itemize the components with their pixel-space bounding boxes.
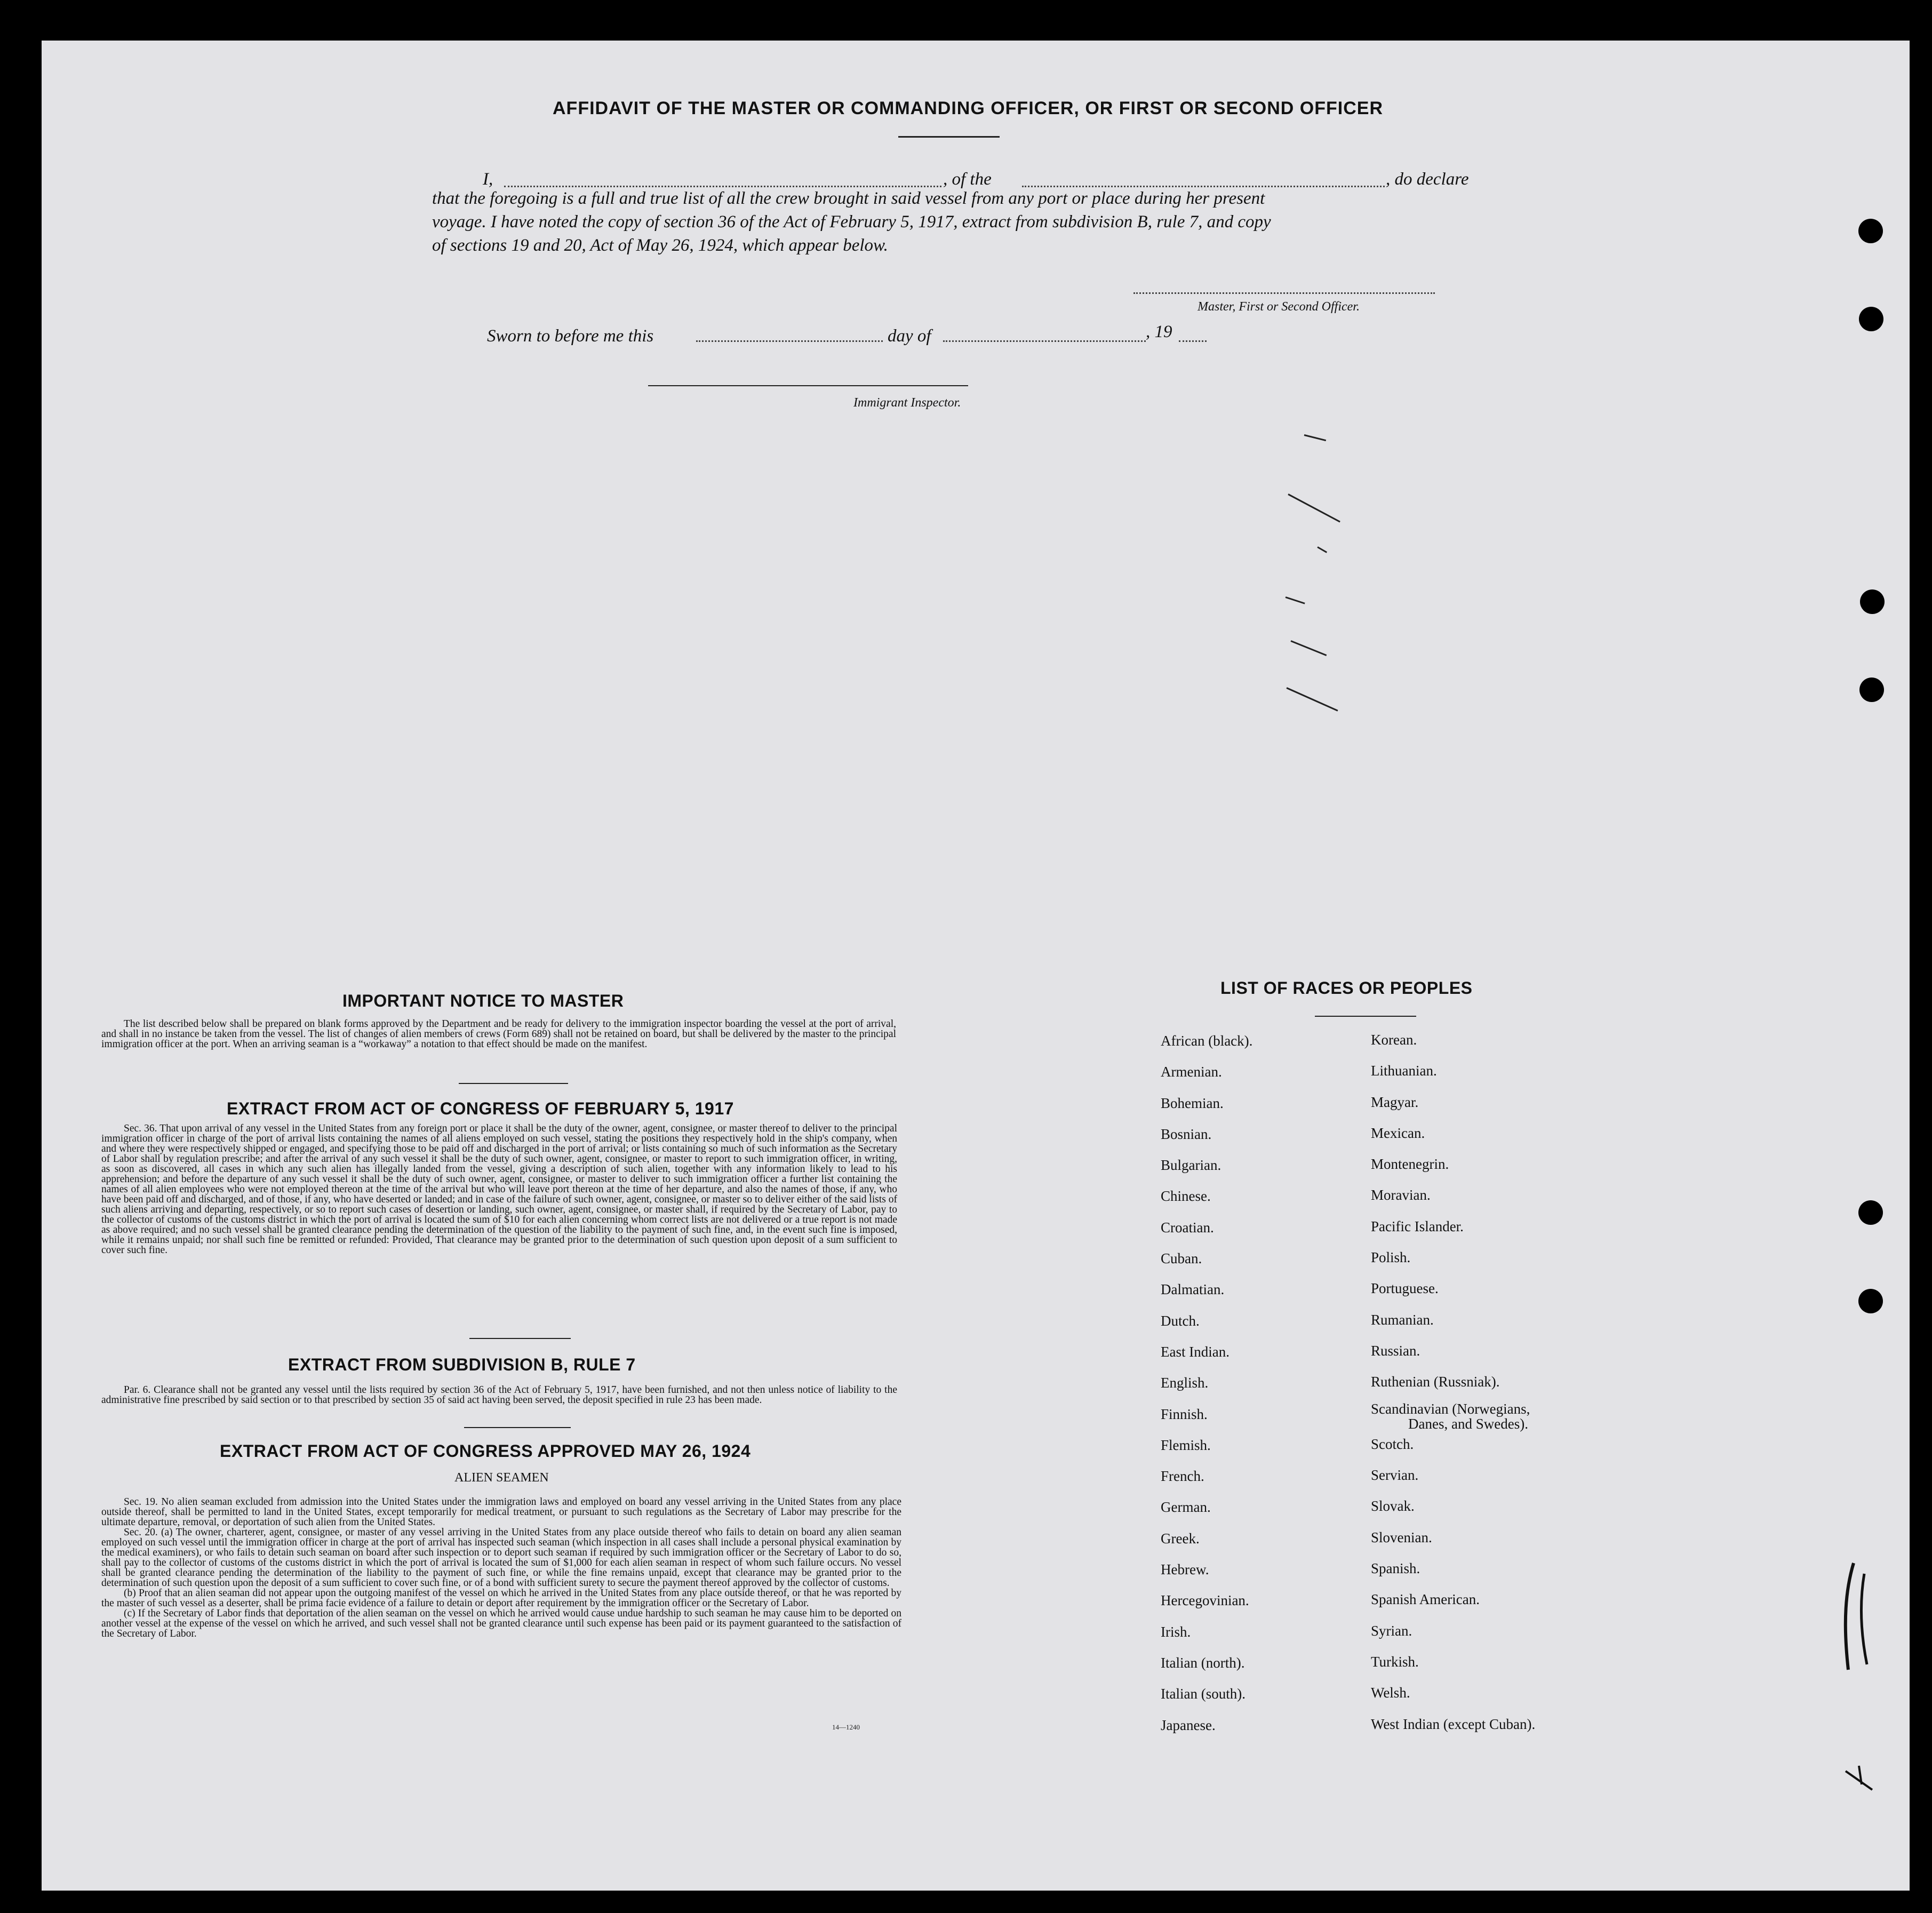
race-item: East Indian.	[1161, 1343, 1230, 1360]
extract-1917-title: EXTRACT FROM ACT OF CONGRESS OF FEBRUARY 5, 1917	[227, 1099, 734, 1118]
race-item: Finnish.	[1161, 1406, 1208, 1422]
race-item: Welsh.	[1371, 1685, 1410, 1701]
sec-20b: (b) Proof that an alien seaman did not appear upon the outgoing manifest of the vessel on which he arrived in the United States from any place outside thereof, or that he was reported by the master of such vessel as a deserter, shall be prima facie evidence of a failure to detain or deport after requirement by the immigration officer or the Secretary of Labor.	[101, 1588, 901, 1609]
race-item: Scotch.	[1371, 1436, 1414, 1452]
sworn-day-blank[interactable]	[696, 340, 883, 342]
race-item: Bulgarian.	[1161, 1157, 1222, 1174]
race-item: West Indian (except Cuban).	[1371, 1716, 1536, 1732]
race-item: French.	[1161, 1468, 1204, 1485]
master-caption: Master, First or Second Officer.	[1197, 300, 1360, 314]
race-item: Cuban.	[1161, 1250, 1202, 1267]
month-blank[interactable]	[943, 340, 1146, 342]
race-item: Chinese.	[1161, 1188, 1211, 1205]
corner-pencil-mark	[1840, 1760, 1883, 1803]
alien-seamen-subtitle: ALIEN SEAMEN	[454, 1471, 549, 1485]
name-blank[interactable]	[504, 186, 941, 187]
affidavit-line1-of-the: , of the	[943, 170, 992, 189]
year-blank[interactable]	[1179, 340, 1207, 342]
sec-20c: (c) If the Secretary of Labor finds that deportation of the alien seaman on the vessel on which he arrived would cause undue hardship to such seaman he may cause him to be deported on another vessel at the expense of the vessel on which he arrived, and such vessel shall not be granted clearance until such expense has been paid or its payment guaranteed to the satisfaction of the Secretary of Labor.	[101, 1608, 901, 1639]
race-item: Polish.	[1371, 1249, 1411, 1266]
affidavit-line2: that the foregoing is a full and true list of all the crew brought in said vessel from any port or place during her present	[432, 189, 1265, 208]
extract-rule7-title: EXTRACT FROM SUBDIVISION B, RULE 7	[288, 1355, 636, 1374]
race-item: Italian (north).	[1161, 1654, 1245, 1671]
race-item: English.	[1161, 1375, 1209, 1391]
sec-19: Sec. 19. No alien seaman excluded from admission into the United States under the immigration laws and employed on board any vessel arriving in the United States from any place outside thereof, shall be permitted to land in the United States, except temporarily for medical treatment, or pursuant to such regulations as the Secretary of Labor may prescribe for the ultimate departure, removal, or deportation of such alien from the United States.	[101, 1496, 901, 1528]
race-item: Bohemian.	[1161, 1095, 1224, 1111]
race-item-line2: Danes, and Swedes).	[1408, 1415, 1528, 1432]
race-item: Spanish American.	[1371, 1591, 1480, 1608]
form-number: 14—1240	[832, 1723, 860, 1731]
master-signature-line[interactable]	[1133, 292, 1435, 294]
section-divider	[469, 1338, 571, 1339]
race-item: Portuguese.	[1371, 1280, 1439, 1297]
race-item: Moravian.	[1371, 1187, 1431, 1203]
extract-1924-text	[101, 1497, 901, 1639]
race-item: Greek.	[1161, 1530, 1200, 1547]
race-item: Croatian.	[1161, 1219, 1214, 1236]
vessel-blank[interactable]	[1022, 186, 1385, 187]
race-item	[1371, 1400, 1535, 1437]
sworn-text: Sworn to before me this	[487, 326, 654, 346]
race-item: Flemish.	[1161, 1437, 1211, 1453]
affidavit-title: AFFIDAVIT OF THE MASTER OR COMMANDING OFFICER, OR FIRST OR SECOND OFFICER	[553, 98, 1383, 118]
title-underline	[898, 136, 1000, 138]
race-item: Dalmatian.	[1161, 1281, 1225, 1298]
sec-20a: Sec. 20. (a) The owner, charterer, agent, consignee, or master of any vessel arriving in the United States from any place outside thereof who fails to detain on board any alien seaman employed on such vessel until the immigration officer in charge at the port of arrival has inspected such seaman (which inspection in all cases shall include a personal physical examination by the medical examiners), or who fails to detain such seaman on board after such inspection or to deport such seaman if required by such immigration officer or the Secretary of Labor to do so, shall pay to the collector of customs of the customs district in which the port of arrival is located the sum of $1,000 for each alien seaman in respect of whom such failure occurs. No vessel shall be granted clearance pending the determination of the liability to the payment of such fine, or while the fine remains unpaid, except that clearance may be granted prior to the determination of such question upon the deposit of a sum sufficient to cover such fine, or of a bond with sufficient surety to secure the payment thereof approved by the collector of customs.	[101, 1527, 901, 1589]
binder-hole	[1859, 307, 1883, 331]
inspector-signature-line[interactable]	[648, 385, 968, 386]
margin-pencil-bracket	[1835, 1558, 1878, 1675]
extract-rule7-text: Par. 6. Clearance shall not be granted any vessel until the lists required by section 36 of the Act of February 5, 1917, have been furnished, and not then unless notice of liability to the administrative fine prescribed by said section or to that prescribed by section 35 of said act having been served, the deposit specified in rule 23 has been made.	[101, 1384, 897, 1406]
race-item: Magyar.	[1371, 1094, 1419, 1110]
extract-1924-title: EXTRACT FROM ACT OF CONGRESS APPROVED MAY 26, 1924	[220, 1441, 751, 1461]
affidavit-line1-i: I,	[483, 170, 493, 189]
affidavit-line1-declare: , do declare	[1386, 170, 1469, 189]
race-item: Montenegrin.	[1371, 1156, 1449, 1173]
race-item-line1: Scandinavian (Norwegians,	[1371, 1400, 1530, 1417]
affidavit-line3: voyage. I have noted the copy of section 36 of the Act of February 5, 1917, extract from subdivision B, rule 7, and copy	[432, 212, 1271, 232]
race-item: Japanese.	[1161, 1717, 1216, 1733]
inspector-caption: Immigrant Inspector.	[853, 396, 961, 410]
notice-title: IMPORTANT NOTICE TO MASTER	[342, 991, 624, 1010]
races-left-column	[1161, 1034, 1252, 1749]
year-prefix: , 19	[1146, 322, 1172, 341]
race-item: Ruthenian (Russniak).	[1371, 1374, 1500, 1390]
race-item: Hebrew.	[1161, 1561, 1209, 1578]
race-item: African (black).	[1161, 1033, 1253, 1049]
race-item: Spanish.	[1371, 1560, 1420, 1577]
binder-hole	[1860, 589, 1885, 614]
races-right-column	[1371, 1033, 1535, 1748]
race-item: Syrian.	[1371, 1622, 1412, 1639]
binder-hole	[1858, 219, 1883, 243]
section-divider	[464, 1427, 571, 1428]
race-item: Pacific Islander.	[1371, 1218, 1464, 1234]
race-item: Slovenian.	[1371, 1529, 1432, 1545]
race-item: Irish.	[1161, 1623, 1191, 1640]
race-item: Korean.	[1371, 1032, 1417, 1048]
race-item: Bosnian.	[1161, 1126, 1212, 1142]
race-item: Lithuanian.	[1371, 1063, 1437, 1079]
race-item: Russian.	[1371, 1342, 1420, 1359]
race-item: Mexican.	[1371, 1125, 1425, 1141]
extract-1917-text: Sec. 36. That upon arrival of any vessel in the United States from any foreign port or place it shall be the duty of the owner, agent, consignee, or master thereof to deliver to the principal immigration officer in charge of the port of arrival lists containing the names of all aliens employed on such vessel, stating the positions they respectively hold in the ship's company, when and where they were respectively shipped or engaged, and specifying those to be paid off and discharged in the port of arrival; or lists containing so much of such information as the Secretary of Labor shall by regulation prescribe; and after the arrival of any such vessel it shall be the duty of such owner, agent, consignee, or master to report to such immigration officer, in writing, as soon as discovered, all cases in which any such alien has illegally landed from the vessel, giving a description of such alien, together with any information likely to lead to his apprehension; and before the departure of any such vessel it shall be the duty of such owner, agent, consignee, or master to deliver to such immigration officer a further list containing the names of all alien employees who were not employed thereon at the time of the arrival but who will leave port thereon at the time of her departure, and also the names of those, if any, who have been paid off and discharged, and of those, if any, who have deserted or landed; and in case of the failure of such owner, agent, consignee, or master so to deliver either of the said lists of such aliens arriving and departing, respectively, or so to report such cases of desertion or landing, such owner, agent, consignee, or master shall, if required by the Secretary of Labor, pay to the collector of customs of the customs district in which the port of arrival is located the sum of $10 for each alien concerning whom correct lists are not delivered or a true report is not made as above required; and no such vessel shall be granted clearance pending the determination of the question of the liability to the payment of such fine, and, in the event such fine is imposed, while it remains unpaid; nor shall such fine be remitted or refunded: Provided, That clearance may be granted prior to the determination of such question upon deposit of a sum sufficient to cover such fine.	[101, 1123, 897, 1256]
race-item: Rumanian.	[1371, 1311, 1434, 1328]
race-item: Hercegovinian.	[1161, 1592, 1249, 1609]
binder-hole	[1858, 1289, 1883, 1313]
race-item: Armenian.	[1161, 1064, 1222, 1080]
affidavit-line4: of sections 19 and 20, Act of May 26, 1924, which appear below.	[432, 236, 888, 255]
day-of-text: day of	[888, 326, 931, 346]
race-item: Slovak.	[1371, 1498, 1415, 1515]
races-title: LIST OF RACES OR PEOPLES	[1220, 978, 1473, 998]
race-item: Turkish.	[1371, 1653, 1419, 1670]
race-item: Dutch.	[1161, 1312, 1200, 1329]
race-item: Italian (south).	[1161, 1686, 1246, 1702]
binder-hole	[1858, 1200, 1883, 1225]
notice-text: The list described below shall be prepared on blank forms approved by the Department and be ready for delivery to the immigration inspector boarding the vessel at the port of arrival, and shall in no instance be taken from the vessel. The list of changes of alien members of crews (Form 689) shall not be retained on board, but shall be delivered by the master to the principal immigration officer at the port. When an arriving seaman is a “workaway” a notation to that effect should be made on the manifest.	[101, 1018, 896, 1050]
race-item: Servian.	[1371, 1467, 1419, 1484]
races-underline	[1315, 1016, 1416, 1017]
race-item: German.	[1161, 1499, 1211, 1516]
binder-hole	[1859, 677, 1884, 702]
section-divider	[459, 1083, 568, 1084]
